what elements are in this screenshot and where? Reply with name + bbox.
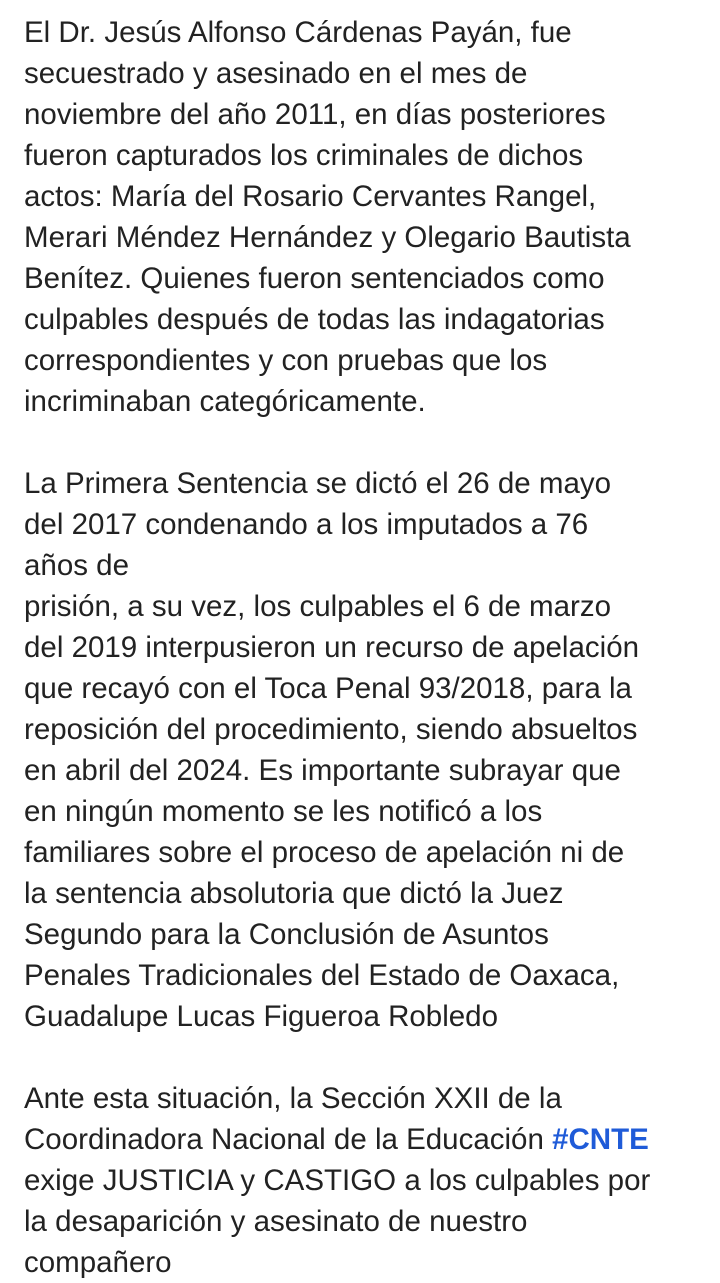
post-text-line: reposición del procedimiento, siendo absueltos	[24, 713, 638, 746]
post-text-line: la desaparición y asesinato de nuestro	[24, 1205, 528, 1238]
post-text-line: en abril del 2024. Es importante subrayar que	[24, 754, 621, 787]
post-text-line	[24, 1119, 714, 1160]
post-text-line: Ante esta situación, la Sección XXII de la	[24, 1082, 562, 1115]
post-text-line: correspondientes y con pruebas que los	[24, 344, 548, 377]
post-text-line: Benítez. Quienes fueron sentenciados como	[24, 262, 605, 295]
post-text-line: secuestrado y asesinado en el mes de	[24, 57, 528, 90]
paragraph-spacer	[24, 1037, 714, 1078]
post-text-line: Guadalupe Lucas Figueroa Robledo	[24, 1000, 498, 1033]
post-text-line: El Dr. Jesús Alfonso Cárdenas Payán, fue	[24, 16, 572, 49]
post-text-line: noviembre del año 2011, en días posteriores	[24, 98, 606, 131]
paragraph-1	[24, 12, 714, 422]
hashtag-link-cnte[interactable]: #CNTE	[552, 1123, 649, 1156]
post-text-line: La Primera Sentencia se dictó el 26 de mayo	[24, 467, 612, 500]
post-text-line: la sentencia absolutoria que dictó la Juez	[24, 877, 564, 910]
post-text-line: fueron capturados los criminales de dichos	[24, 139, 584, 172]
post-text-line: compañero	[24, 1246, 172, 1279]
post-text-line: años de	[24, 549, 129, 582]
post-text-line: prisión, a su vez, los culpables el 6 de marzo	[24, 590, 612, 623]
post-text-line: actos: María del Rosario Cervantes Rangel,	[24, 180, 597, 213]
post-text-line: del 2017 condenando a los imputados a 76	[24, 508, 589, 541]
paragraph-3	[24, 1078, 714, 1283]
post-text-line: Penales Tradicionales del Estado de Oaxaca,	[24, 959, 620, 992]
post-text-line: Segundo para la Conclusión de Asuntos	[24, 918, 549, 951]
post-text-line: que recayó con el Toca Penal 93/2018, para la	[24, 672, 632, 705]
post-text-line: incriminaban categóricamente.	[24, 385, 426, 418]
post-text-line: del 2019 interpusieron un recurso de apelación	[24, 631, 640, 664]
paragraph-spacer	[24, 422, 714, 463]
post-text-line: en ningún momento se les notificó a los	[24, 795, 543, 828]
post-text-line: exige JUSTICIA y CASTIGO a los culpables por	[24, 1164, 651, 1197]
paragraph-2	[24, 463, 714, 1037]
post-text-line: Merari Méndez Hernández y Olegario Bautista	[24, 221, 631, 254]
post-text-fragment: Coordinadora Nacional de la Educación	[24, 1123, 553, 1156]
post-body	[24, 12, 714, 1283]
post-text-line: familiares sobre el proceso de apelación ni de	[24, 836, 625, 869]
post-text-line: culpables después de todas las indagatorias	[24, 303, 605, 336]
